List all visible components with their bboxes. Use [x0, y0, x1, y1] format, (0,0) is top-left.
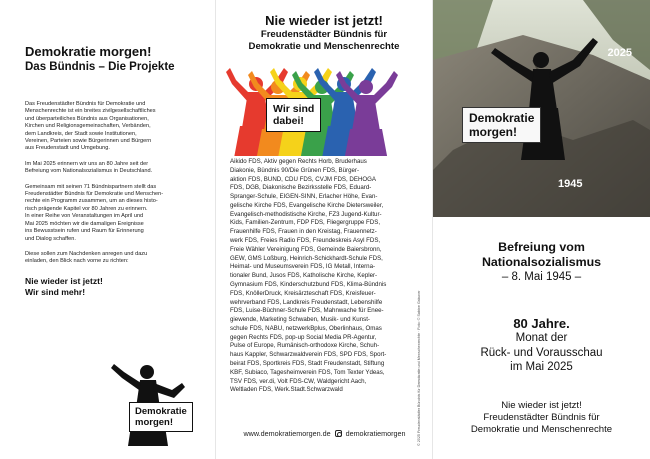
left-subtitle: Das Bündnis – Die Projekte — [25, 61, 175, 73]
instagram-handle-link[interactable]: demokratiemorgen — [345, 429, 406, 438]
right-panel — [433, 0, 650, 459]
invite-paragraph: Diese sollen zum Nachdenken anregen und dazu einladen, den Blick nach vorne zu richten: — [25, 250, 148, 265]
partner-list — [230, 158, 422, 395]
partner-line: beirat FDS, Sportkreis FDS, Stadt Freudenstadt, Stiftung — [230, 359, 385, 367]
partner-line: Diakonie, Bündnis 90/Die Grünen FDS, Bürger- — [230, 166, 360, 174]
may-paragraph: Im Mai 2025 erinnern wir uns an 80 Jahre seit der Befreiung vom Nationalsozialismus in Deutschland. — [25, 160, 153, 175]
website-link[interactable]: www.demokratiemorgen.de — [243, 429, 331, 438]
partner-line: schule FDS, NABU, netzwerkBplus, Oberlinhaus, Omas — [230, 324, 382, 332]
rainbow-silhouettes-graphic — [216, 56, 433, 156]
partner-line: TSV FDS, ver.di, Volt FDS-CW, Waldgericht Aach, — [230, 377, 367, 385]
liberation-heading: Befreiung vom Nationalsozialismus – 8. Mai 1945 – — [433, 240, 650, 284]
anniversary-block: 80 Jahre. Monat der Rück- und Vorausschau im Mai 2025 — [433, 316, 650, 375]
partner-line: Aikido FDS, Aktiv gegen Rechts Horb, Bruderhaus — [230, 158, 367, 165]
anniversary-title: 80 Jahre. — [513, 316, 570, 331]
left-call-to-action: Nie wieder ist jetzt! Wir sind mehr! — [25, 275, 103, 297]
partner-line: werk FDS, Freies Radio FDS, Freundeskreis Asyl FDS, — [230, 237, 381, 245]
year-2025-label: 2025 — [607, 47, 632, 59]
instagram-icon — [335, 430, 342, 437]
partner-line: KBF, Subiaco, Tagesheimverein FDS, Tom Texter Ydeas, — [230, 368, 385, 376]
partner-line: Kids, Familien-Zentrum, FDP FDS, Fliegergruppe FDS, — [230, 219, 381, 227]
middle-subheadline: Freudenstädter Bündnis für Demokratie und Menschenrechte — [248, 29, 400, 52]
closing-block: Nie wieder ist jetzt! Freudenstädter Bündnis für Demokratie und Menschenrechte — [470, 400, 613, 435]
partner-line: gelische Kirche FDS, Evangelische Kirche Dietersweiler, — [230, 201, 384, 209]
partner-line: Pulse of Europe, Rumänisch-orthodoxe Kirche, Schuh- — [230, 342, 380, 350]
partner-line: GEW, GMS Loßburg, Heinrich-Schickhardt-Schule FDS, — [230, 254, 383, 262]
partner-line: aktion FDS, BUND, CDU FDS, CVJM FDS, DEHOGA — [230, 175, 377, 183]
left-title: Demokratie morgen! — [25, 44, 152, 59]
partner-line: gegen Rechts FDS, pop-up Social Media PR-Agentur, — [230, 333, 377, 341]
liberation-date: – 8. Mai 1945 – — [501, 271, 582, 283]
partner-line: haus Kappler, Schwarzwaldverein FDS, SPD FDS, Sport- — [230, 351, 387, 359]
left-panel — [0, 0, 216, 459]
partner-line: Weltladen FDS, Werk.Stadt.Schwarzwald — [230, 386, 343, 394]
cover-photo — [433, 0, 650, 217]
partner-line: FDS, KnöllerDruck, Kreisärzteschaft FDS, Kreisfeuer- — [230, 289, 376, 297]
partner-line: Spranger-Schule, EIGEN-SINN, Erlacher Höhe, Evan- — [230, 193, 378, 201]
partner-line: FDS, Luise-Büchner-Schule FDS, Mahnwache für Enee- — [230, 307, 384, 315]
partner-line: wehrverband FDS, Landkreis Freudenstadt, Lebenshilfe — [230, 298, 383, 306]
partner-line: tionaler Bund, Jusos FDS, Katholische Kirche, Kepler- — [230, 272, 378, 280]
partner-line: giewende, Marketing Schwaben, Musik- und Kunst- — [230, 316, 370, 324]
wir-sind-dabei-badge: Wir sind dabei! — [266, 98, 321, 132]
partner-line: Heimat- und Museumsverein FDS, IG Metall, Interna- — [230, 263, 376, 271]
demokratie-morgen-badge: Demokratie morgen! — [129, 402, 193, 432]
photo-demokratie-badge: Demokratie morgen! — [462, 107, 541, 143]
middle-footer — [216, 429, 433, 438]
partner-line: FDS, DGB, Diakonische Bezirksstelle FDS, Eduard- — [230, 184, 372, 192]
partner-line: Gymnasium FDS, Kinderschutzbund FDS, Klima-Bündnis — [230, 280, 387, 288]
partner-line: Freie Wähler Vereinigung FDS, Gemeinde Baiersbronn, — [230, 245, 382, 253]
program-paragraph: Gemeinsam mit seinen 71 Bündnispartnern stellt das Freudenstädter Bündnis für Demokratie und Menschen- rechte ein Programm zusammen, um an dieses histo- risch prägende Kapitel vor 80 Jahren zu erinnern. In einer Reihe von Veranstaltungen im April und Mai 2025 möchten wir die damaligen Ereignisse ins Bewusstsein rufen und Raum für Erinnerung und Dialog schaffen. — [25, 183, 164, 242]
photo-credit: © 2025 Freudenstädter Bündnis für Demokratie und Menschenrechte · Foto: © Sabine Gräuner — [417, 290, 421, 446]
year-1945-label: 1945 — [558, 178, 583, 190]
middle-panel — [216, 0, 433, 459]
intro-paragraph: Das Freudenstädter Bündnis für Demokratie und Menschenrechte ist ein breites zivilgesellschaftliches und überparteiliches Bündnis aus Organisationen, Kirchen und Religionsgemeinschaften, Verbänden, dem Landkreis, der Stadt sowie Institutionen, Vereinen, Parteien sowie Bürgerinnen und Bürgern aus Freudenstadt und Umgebung. — [25, 101, 156, 152]
partner-line: Evangelisch-methodistische Kirche, FZ3 Jugend-Kultur- — [230, 210, 382, 218]
partner-line: Frauenhilfe FDS, Frauen in den Kreistag, Frauennetz- — [230, 228, 377, 236]
middle-headline: Nie wieder ist jetzt! — [265, 13, 383, 28]
